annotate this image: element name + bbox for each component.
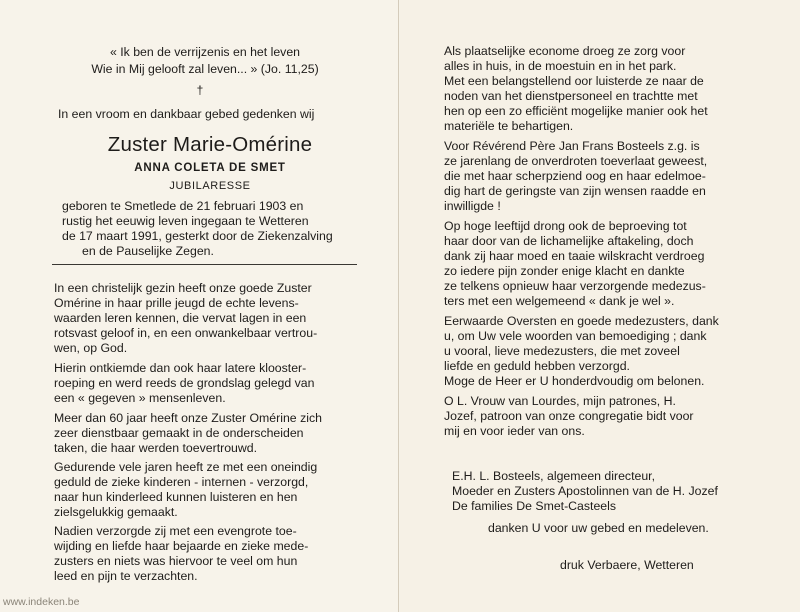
text-line: ze jarenlang de onverdroten toeverlaat geweest, (444, 154, 708, 168)
text-line: zo iedere pijn zonder enige klacht en dankte (444, 264, 685, 278)
text-line: zielsgelukkig gemaakt. (54, 505, 178, 519)
text-line: Nadien verzorgde zij met een evengrote toe- (54, 524, 297, 538)
text-line: die met haar scherpziend oog en haar edelmoe- (444, 169, 706, 183)
bio-line: de 17 maart 1991, gesterkt door de Ziekenzalving (62, 229, 333, 243)
text-line: naar hun kinderleed kunnen luisteren en hen (54, 490, 298, 504)
watermark: www.indeken.be (3, 596, 80, 608)
text-line: dig hart de geringste van zijn wensen raadde en (444, 184, 706, 198)
text-line: ze telkens opnieuw haar verzorgende medezus- (444, 279, 706, 293)
signatory-line: E.H. L. Bosteels, algemeen directeur, (452, 469, 656, 483)
text-line: Als plaatselijke econome droeg ze zorg voor (444, 44, 686, 58)
text-line: liefde en geduld hebben verzorgd. (444, 359, 630, 373)
text-line: Gedurende vele jaren heeft ze met een oneindig (54, 460, 318, 474)
text-line: geduld de zieke kinderen - internen - verzorgd, (54, 475, 309, 489)
text-line: Hierin ontkiemde dan ook haar latere klooster- (54, 361, 307, 375)
text-line: leed en pijn te verzachten. (54, 569, 198, 583)
thanks-line: danken U voor uw gebed en medeleven. (488, 521, 709, 535)
bio-line: rustig het eeuwig leven ingegaan te Wetteren (62, 214, 309, 228)
deceased-name: Zuster Marie-Omérine (107, 133, 313, 156)
right-page (400, 0, 800, 612)
bible-quote-line-2: Wie in Mij gelooft zal leven... » (Jo. 11,25) (91, 62, 319, 76)
text-line: Eerwaarde Oversten en goede medezusters, dank (444, 314, 719, 328)
text-line: zusters en niets was hiervoor te veel om hun (54, 554, 298, 568)
text-line: noden van het dienstpersoneel en trachtte met (444, 89, 698, 103)
text-line: u, om Uw vele woorden van bemoediging ; dank (444, 329, 707, 343)
text-line: Meer dan 60 jaar heeft onze Zuster Omérine zich (54, 411, 322, 425)
text-line: Moge de Heer er U honderdvoudig om belonen. (444, 374, 705, 388)
text-line: een « gegeven » mensenleven. (54, 391, 226, 405)
text-line: wijding en liefde haar bejaarde en zieke mede- (54, 539, 309, 553)
text-line: wen, op God. (54, 341, 128, 355)
text-line: Op hoge leeftijd drong ook de beproeving tot (444, 219, 687, 233)
text-line: mij en voor ieder van ons. (444, 424, 585, 438)
text-line: inwilligde ! (444, 199, 501, 213)
left-page (0, 0, 399, 612)
status-title: JUBILARESSE (169, 180, 251, 192)
intro-line: In een vroom en dankbaar gebed gedenken wij (58, 107, 315, 121)
bible-quote-line-1: « Ik ben de verrijzenis en het leven (109, 45, 301, 59)
text-line: ters met een welgemeend « dank je wel ». (444, 294, 675, 308)
printer-credit: druk Verbaere, Wetteren (560, 558, 694, 572)
text-line: Omérine in haar prille jeugd de echte levens- (54, 296, 299, 310)
text-line: waarden leren kennen, die vervat lagen in een (54, 311, 307, 325)
text-line: dank zij haar moed en taaie wilskracht verdroeg (444, 249, 705, 263)
signatory-line: De families De Smet-Casteels (452, 499, 617, 513)
text-line: Voor Révérend Père Jan Frans Bosteels z.g. is (444, 139, 700, 153)
text-line: rotsvast geloof in, en een onwankelbaar vertrou- (54, 326, 318, 340)
bio-line: geboren te Smetlede de 21 februari 1903 en (62, 199, 304, 213)
birth-name: ANNA COLETA DE SMET (134, 162, 286, 174)
text-line: Met een belangstellend oor luisterde ze naar de (444, 74, 704, 88)
text-line: roeping en werd reeds de grondslag gelegd van (54, 376, 315, 390)
text-line: alles in huis, in de moestuin en in het park. (444, 59, 677, 73)
text-line: zeer dienstbaar gemaakt in de onderscheiden (54, 426, 304, 440)
text-line: haar door van de lichamelijke aftakeling, doch (444, 234, 694, 248)
bio-line: en de Pauselijke Zegen. (82, 244, 214, 258)
text-line: hen op een zo efficiënt mogelijke manier ook het (444, 104, 708, 118)
text-line: In een christelijk gezin heeft onze goede Zuster (54, 281, 312, 295)
text-line: Jozef, patroon van onze congregatie bidt voor (444, 409, 694, 423)
text-line: O L. Vrouw van Lourdes, mijn patrones, H. (444, 394, 676, 408)
text-line: u vooral, lieve medezusters, die met zoveel (444, 344, 680, 358)
text-line: taken, die haar werden toevertrouwd. (54, 441, 258, 455)
cross-icon: † (196, 83, 204, 97)
signatory-line: Moeder en Zusters Apostolinnen van de H. Jozef (452, 484, 718, 498)
divider (52, 264, 357, 265)
text-line: materiële te behartigen. (444, 119, 574, 133)
